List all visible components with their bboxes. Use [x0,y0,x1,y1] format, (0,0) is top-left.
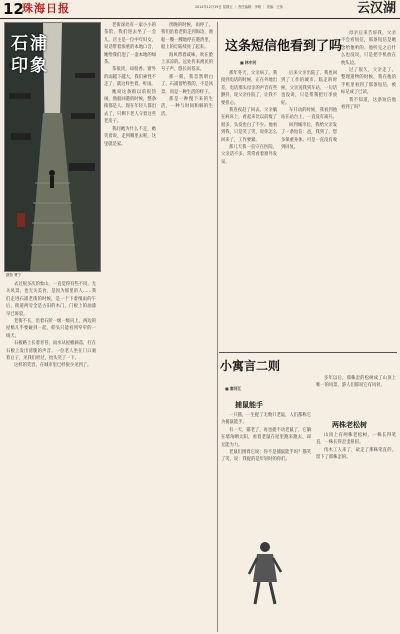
paragraph: 山顶上有两株老松树，一株长得笔直，一株长得歪歪扭扭。 [316,433,396,446]
page-number: 12 [3,0,24,18]
article2-byline: ■ 秦河江 [225,386,242,391]
paragraph: 母亲后来告诉我，父亲不会看短信，那条短信是她念给他听的。他听完之后什么也没说，只是把手机放在枕头边。 [341,31,396,66]
paragraph: 她说这条街以前很热闹，渔船回港的时候，整条街都是人。现在年轻人都出去了，只剩下老人守着这些老房子。 [104,89,156,125]
issue-meta: 2014年12月19日 星期五 ｜ 责任编辑：李明 ｜ 美编：王伟 [195,5,283,9]
paragraph: 那是一种慢下来的生活，一种与时间和解的生活。 [161,97,213,117]
paragraph: 老街不长，沿着石阶一级一级向上，两边的屋檐几乎要碰到一起，仰头只能看到窄窄的一线天。 [6,319,96,339]
paragraph: 有一天，猫老了，再也捉不动老鼠了，它躺在墙角晒太阳，看着老鼠在屋里跑来跑去，却无能为力。 [221,427,311,448]
paper-name: 珠海日报 [22,2,70,15]
essay-col-1 [6,281,96,631]
paragraph: 老街深处有一家小小的茶馆，我们进去坐了一会儿。店主是一位中年妇女，说话带着浓重的本地口音，她给我们泡了一壶本地的绿茶。 [104,23,156,66]
paragraph: 伐木工人来了，砍走了那株笔直的，留下了那株歪的。 [316,447,396,461]
paragraph: 我不知道，这条短信他看到了吗？ [341,97,396,111]
paragraph: 后来父亲出院了，我也回到了工作的城市。临走的时候，父亲送我到车站，一句话也没说，只是帮我把行李放好。 [281,71,337,106]
essay-col-2 [104,22,156,631]
article1-col-3 [341,30,396,348]
paragraph: 我问她为什么不走，她笑着说，走到哪里去呢，这里就是家。 [104,126,156,147]
masthead [0,0,400,19]
paragraph: 我连夜赶了回去。父亲躺在病床上，看起来比以前瘦了很多，头发也白了不少。他看到我，只是笑了笑，说你怎么回来了，工作要紧。 [221,108,277,143]
paragraph: 那年冬天，父亲病了。我接到电话的时候，正在外地出差，电话那头母亲的声音有些颤抖，说父亲住院了，让我不要担心。 [221,71,277,106]
paragraph: 车开动的时候，我看到他站在站台上，一直没有离开。 [281,108,337,121]
paragraph: 茶很淡，却很香。窗外的雨越下越大，我们索性不走了，就这样坐着，听雨。 [104,67,156,88]
paragraph: 石板路上长着青苔，雨水从屋檐滴落，打在石板上发出清脆的声音。一位老人坐在门口剥着豆子，见我们经过，抬头笑了一下。 [6,341,96,362]
photo-caption: 摄影 曹宁 [6,273,22,277]
paragraph: 那一刻，我忽然明白了，石浦留给我的，不是风景，而是一种生活的样子。 [161,74,213,95]
paragraph: 去过很多次的象山，一直觉得有些不同。无关风景，也无关美食，是因为那里的人……我们走进石浦老街的时候，是一个下着细雨的午后，街道两旁全是古旧的木门，门板上的油漆早已斑驳。 [6,282,96,317]
column-divider [217,22,218,632]
paragraph: 多年以后，那株歪的松树成了山顶上唯一的风景，游人们都说它有风骨。 [316,376,396,389]
section-title: 云汉湖 [356,1,396,16]
paragraph: 这样的笑容，在城市里已经很少见到了。 [14,363,92,369]
story1-title: 捕鼠能手 [235,400,263,409]
story2-title: 两株老松树 [332,420,367,429]
article1-col-1 [221,70,277,348]
paragraph: 回到城市后，我给父亲发了一条短信：爸，我到了，您多保重身体。可是一直没有收到回复。 [281,122,337,151]
story1-text [221,412,311,538]
paragraph: 海风带着咸味，吹在脸上凉凉的。远处传来渔民的号子声，悠长而苍凉。 [161,52,213,73]
paragraph: 那几天我一直守在医院，父亲话不多，常常看着窗外发呆。 [221,145,277,165]
paragraph: 傍晚的时候，雨停了。我们沿着老街走到海边，渔船一艘一艘地停在港湾里，船上的灯陆续亮了起来。 [161,23,213,51]
walking-figure-illustration [243,540,285,606]
section-divider [219,352,397,353]
article2-title: 小寓言二则 [220,359,281,373]
essay-col-3 [161,22,213,631]
photo-title: 石浦印象 [11,34,49,76]
paragraph: 老鼠们围着它说：你不是捕鼠能手吗？猫笑了笑，说：我捉的是年轻时的你们。 [221,450,311,463]
paragraph: 过了很久，父亲走了。整理遗物的时候，我在他的手机里看到了那条短信，被标记成了已读。 [341,68,396,96]
article1-title: 这条短信他看到了吗 [225,39,343,54]
story1-text-cont [316,375,396,415]
article1-col-2 [281,70,337,348]
feature-photo [4,22,101,272]
article1-byline: ■ 林中河 [240,60,257,65]
story2-text [316,432,396,630]
paragraph: 一只猫，一生捉了无数只老鼠，人们都称它为捕鼠能手。 [221,413,311,426]
